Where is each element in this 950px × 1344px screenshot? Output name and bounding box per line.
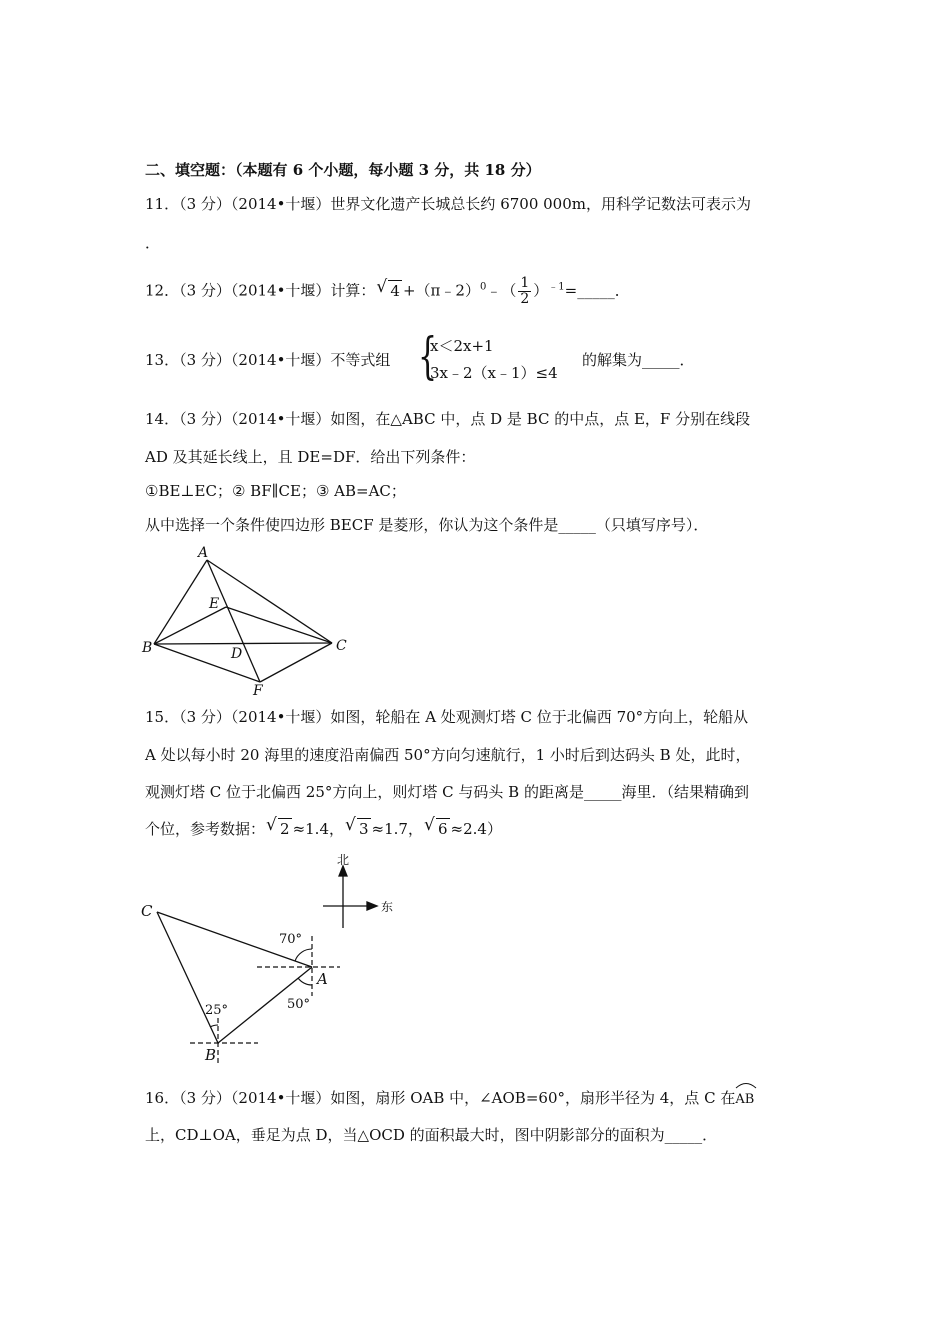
q15-value-sqrt3: ≈1.7，: [371, 820, 423, 838]
arc-icon: [735, 1081, 757, 1089]
compass-east-arrow: [367, 902, 377, 910]
q11-line1: 11．（3 分）（2014•十堰）世界文化遗产长城总长约 6700 000m，用科学记数法可表示为: [145, 195, 751, 213]
q14-seg-AB: [154, 560, 207, 644]
q14-line2: AD 及其延长线上，且 DE=DF．给出下列条件：: [145, 448, 476, 466]
q11-line2: ．: [145, 234, 161, 252]
q14-seg-EC: [226, 607, 332, 643]
q12-line: [145, 276, 630, 307]
q14-label-A: A: [198, 545, 209, 561]
q15-value-sqrt2: ≈1.4，: [292, 820, 344, 838]
q12-part4: ）: [533, 281, 549, 300]
q14-label-F: F: [253, 683, 263, 699]
q15-label-C: C: [141, 902, 153, 920]
q15-label-B: B: [205, 1046, 217, 1064]
q13-prefix: 13．（3 分）（2014•十堰）不等式组: [145, 351, 391, 369]
q14-label-E: E: [209, 596, 220, 612]
q13-row1: x＜2x+1: [430, 337, 494, 355]
q15-label-25: 25°: [205, 1003, 229, 1018]
q15-arc-70: [295, 949, 312, 961]
q12-exp-neg1: ﹣1: [548, 281, 565, 293]
q15-line4: [145, 815, 502, 839]
compass-north-label: 北: [337, 853, 350, 867]
compass: [323, 866, 377, 928]
q12-suffix: =_____．: [564, 281, 630, 300]
q12-part2: +（π﹣2）: [402, 281, 480, 300]
q13-inequality-system: [418, 327, 588, 389]
q14-label-D: D: [231, 646, 243, 662]
q15-arc-50: [298, 978, 312, 985]
q15-line4-prefix: 个位，参考数据：: [145, 820, 266, 838]
q16-arc-AB: [735, 1087, 754, 1110]
q16-arc-label: AB: [735, 1092, 755, 1107]
q15-line1: 15．（3 分）（2014•十堰）如图，轮船在 A 处观测灯塔 C 位于北偏西 70°方向上，轮船从: [145, 708, 749, 726]
q15-label-50: 50°: [287, 997, 311, 1012]
q13-brace: {: [418, 327, 438, 385]
q14-seg-AC: [207, 560, 332, 643]
q12-sqrt-radicand: 4: [390, 281, 400, 300]
q15-sqrt3: √ 3: [345, 815, 369, 838]
q12-exp0: 0: [479, 281, 487, 293]
q15-sqrt3-rad: 3: [359, 820, 369, 838]
q15-label-A: A: [317, 970, 328, 988]
q14-label-B: B: [142, 640, 153, 656]
section-heading: 二、填空题：（本题有 6 个小题，每小题 3 分，共 18 分）: [145, 161, 541, 179]
q15-line3: 观测灯塔 C 位于北偏西 25°方向上，则灯塔 C 与码头 B 的距离是_____海里．（结果精确到: [145, 783, 749, 801]
q14-line4: 从中选择一个条件使四边形 BECF 是菱形，你认为这个条件是_____（只填写序号）．: [145, 516, 709, 534]
q13-suffix: 的解集为_____．: [582, 351, 695, 369]
q15-sqrt6-rad: 6: [437, 820, 448, 838]
q16-line2: 上，CD⊥OA，垂足为点 D，当△OCD 的面积最大时，图中阴影部分的面积为_____．: [145, 1126, 718, 1144]
q14-label-C: C: [336, 638, 347, 654]
q12-frac-den: 2: [520, 291, 530, 307]
q16-line1-text: 16．（3 分）（2014•十堰）如图，扇形 OAB 中，∠AOB=60°，扇形半径为 4，点 C 在: [145, 1089, 736, 1107]
q15-seg-CB: [157, 912, 218, 1043]
compass-east-label: 东: [381, 900, 394, 914]
q14-figure: [140, 540, 360, 700]
q14-seg-FC: [260, 643, 332, 682]
compass-north-arrow: [339, 866, 347, 876]
q15-line2: A 处以每小时 20 海里的速度沿南偏西 50°方向匀速航行，1 小时后到达码头 B 处，此时，: [145, 746, 751, 764]
q16-line1: [145, 1087, 754, 1110]
q15-sqrt2: √ 2: [266, 815, 290, 838]
q12-frac-num: 1: [520, 275, 530, 291]
q15-value-sqrt6: ≈2.4）: [450, 820, 502, 838]
q15-label-70: 70°: [279, 932, 303, 947]
q14-line1: 14．（3 分）（2014•十堰）如图，在△ABC 中，点 D 是 BC 的中点，点 E，F 分别在线段: [145, 410, 751, 428]
q15-sqrt2-rad: 2: [280, 820, 290, 838]
q15-figure: [135, 848, 415, 1068]
q15-arc-25: [210, 1025, 218, 1027]
q14-line3: ①BE⊥EC；② BF∥CE；③ AB=AC；: [145, 482, 406, 500]
q12-sqrt: √ 4: [376, 276, 400, 300]
q15-sqrt6: √ 6: [423, 815, 448, 838]
q12-part3: ﹣（: [486, 281, 517, 300]
q14-seg-BF: [154, 644, 260, 682]
q12-fraction: [518, 276, 531, 307]
q12-prefix: 12．（3 分）（2014•十堰）计算：: [145, 281, 376, 300]
q14-seg-BE: [154, 607, 226, 644]
q13-row2: 3x﹣2（x﹣1）≤4: [430, 364, 558, 382]
